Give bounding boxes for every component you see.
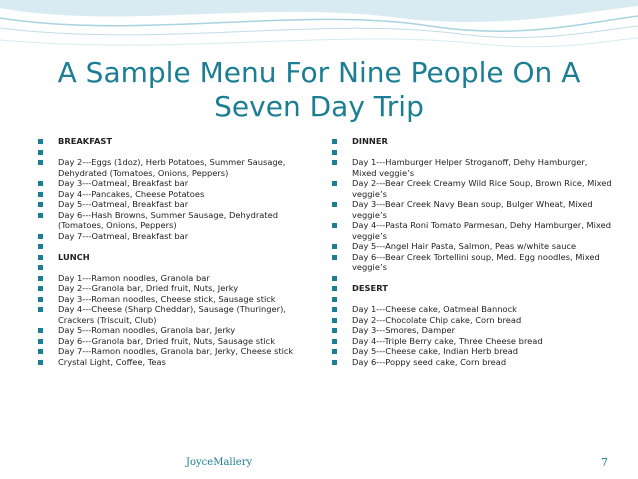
list-item-text: Day 4---Triple Berry cake, Three Cheese bread — [352, 335, 543, 346]
square-bullet-icon — [332, 150, 337, 155]
list-item — [332, 346, 614, 357]
dinner-desert-list — [332, 136, 614, 367]
list-item — [332, 336, 614, 347]
list-item — [38, 241, 296, 252]
list-item — [38, 325, 296, 336]
list-item — [332, 325, 614, 336]
list-item-text: Day 5---Angel Hair Pasta, Salmon, Peas w/white sauce — [352, 241, 577, 251]
wave-decoration — [0, 0, 638, 60]
list-item-text: Day 6---Bear Creek Tortellini soup, Med. Egg noodles, Mixed veggie’s — [352, 251, 600, 272]
list-item — [38, 178, 296, 189]
list-item — [38, 252, 296, 263]
list-item — [332, 220, 614, 241]
list-item — [38, 199, 296, 210]
square-bullet-icon — [332, 139, 337, 144]
list-item — [38, 147, 296, 158]
list-item-text: Day 6---Poppy seed cake, Corn bread — [352, 356, 507, 367]
square-bullet-icon — [38, 349, 43, 354]
list-item — [38, 210, 296, 231]
list-item-text: Crystal Light, Coffee, Teas — [58, 356, 166, 367]
square-bullet-icon — [332, 202, 337, 207]
footer-author: JoyceMallery — [186, 457, 253, 468]
page-number: 7 — [601, 456, 608, 469]
list-item — [332, 252, 614, 273]
list-item — [38, 262, 296, 273]
square-bullet-icon — [38, 360, 43, 365]
square-bullet-icon — [332, 160, 337, 165]
square-bullet-icon — [332, 360, 337, 365]
square-bullet-icon — [332, 255, 337, 260]
breakfast-lunch-list — [38, 136, 296, 367]
list-item-text: Day 3---Oatmeal, Breakfast bar — [58, 178, 189, 188]
list-item-text: Day 5---Cheese cake, Indian Herb bread — [352, 346, 519, 356]
square-bullet-icon — [332, 297, 337, 302]
list-item — [332, 147, 614, 158]
list-item — [38, 157, 296, 178]
list-item-text: Day 1---Hamburger Helper Stroganoff, Dehy Hamburger, Mixed veggie’s — [352, 157, 588, 178]
square-bullet-icon — [332, 339, 337, 344]
square-bullet-icon — [38, 202, 43, 207]
square-bullet-icon — [332, 223, 337, 228]
square-bullet-icon — [332, 307, 337, 312]
square-bullet-icon — [38, 150, 43, 155]
list-item-text: Day 2---Chocolate Chip cake, Corn bread — [352, 314, 522, 325]
list-item-text: Day 5---Roman noodles, Granola bar, Jerky — [58, 325, 236, 335]
square-bullet-icon — [38, 192, 43, 197]
square-bullet-icon — [38, 276, 43, 281]
list-item — [38, 189, 296, 200]
list-item-text: Day 2---Eggs (1doz), Herb Potatoes, Summer Sausage, Dehydrated (Tomatoes, Onions, Peppers) — [58, 157, 286, 178]
square-bullet-icon — [332, 181, 337, 186]
square-bullet-icon — [38, 255, 43, 260]
list-item-text: BREAKFAST — [58, 136, 113, 146]
square-bullet-icon — [38, 297, 43, 302]
list-item-text: Day 2---Bear Creek Creamy Wild Rice Soup, Brown Rice, Mixed veggie’s — [352, 178, 612, 199]
list-item-text: DINNER — [352, 136, 388, 146]
square-bullet-icon — [38, 265, 43, 270]
list-item-text: Day 3---Smores, Damper — [352, 325, 455, 335]
list-item-text: Day 3---Roman noodles, Cheese stick, Sausage stick — [58, 293, 276, 304]
list-item-text: Day 7---Ramon noodles, Granola bar, Jerky, Cheese stick — [58, 346, 294, 356]
list-item — [332, 273, 614, 284]
list-item — [38, 294, 296, 305]
list-item — [332, 178, 614, 199]
list-item — [332, 283, 614, 294]
square-bullet-icon — [38, 181, 43, 186]
list-item-text: Day 4---Pancakes, Cheese Potatoes — [58, 188, 205, 199]
list-item-text: DESERT — [352, 283, 388, 293]
list-item — [38, 283, 296, 294]
list-item-text: Day 7---Oatmeal, Breakfast bar — [58, 230, 189, 241]
square-bullet-icon — [38, 213, 43, 218]
list-item — [332, 304, 614, 315]
list-item-text: Day 4---Pasta Roni Tomato Parmesan, Dehy Hamburger, Mixed veggie’s — [352, 220, 611, 241]
square-bullet-icon — [38, 328, 43, 333]
list-item — [332, 294, 614, 305]
list-item-text: Day 5---Oatmeal, Breakfast bar — [58, 199, 189, 209]
list-item — [38, 231, 296, 242]
list-item — [38, 346, 296, 357]
list-item — [332, 315, 614, 326]
list-item-text: Day 4---Cheese (Sharp Cheddar), Sausage (Thuringer), Crackers (Triscuit, Club) — [58, 304, 286, 325]
list-item — [332, 241, 614, 252]
list-item-text: Day 1---Cheese cake, Oatmeal Bannock — [352, 304, 517, 314]
list-item-text: Day 6---Granola bar, Dried fruit, Nuts, Sausage stick — [58, 335, 276, 346]
list-item-text: LUNCH — [58, 251, 90, 262]
square-bullet-icon — [332, 318, 337, 323]
square-bullet-icon — [38, 307, 43, 312]
square-bullet-icon — [332, 328, 337, 333]
list-item-text: Day 3---Bear Creek Navy Bean soup, Bulger Wheat, Mixed veggie’s — [352, 199, 593, 220]
list-item — [332, 136, 614, 147]
list-item — [38, 304, 296, 325]
list-item — [38, 336, 296, 347]
square-bullet-icon — [332, 349, 337, 354]
square-bullet-icon — [332, 286, 337, 291]
list-item — [38, 273, 296, 284]
square-bullet-icon — [332, 244, 337, 249]
list-item-text: Day 2---Granola bar, Dried fruit, Nuts, Jerky — [58, 283, 239, 293]
list-item-text: Day 1---Ramon noodles, Granola bar — [58, 272, 210, 283]
list-item — [38, 357, 296, 368]
square-bullet-icon — [38, 244, 43, 249]
square-bullet-icon — [38, 286, 43, 291]
list-item — [332, 357, 614, 368]
slide-title: A Sample Menu For Nine People On A Seven Day Trip — [57, 56, 581, 123]
square-bullet-icon — [38, 139, 43, 144]
square-bullet-icon — [38, 160, 43, 165]
list-item — [332, 157, 614, 178]
square-bullet-icon — [332, 276, 337, 281]
square-bullet-icon — [38, 339, 43, 344]
list-item — [332, 199, 614, 220]
list-item-text: Day 6---Hash Browns, Summer Sausage, Dehydrated (Tomatoes, Onions, Peppers) — [58, 209, 279, 230]
square-bullet-icon — [38, 234, 43, 239]
list-item — [38, 136, 296, 147]
